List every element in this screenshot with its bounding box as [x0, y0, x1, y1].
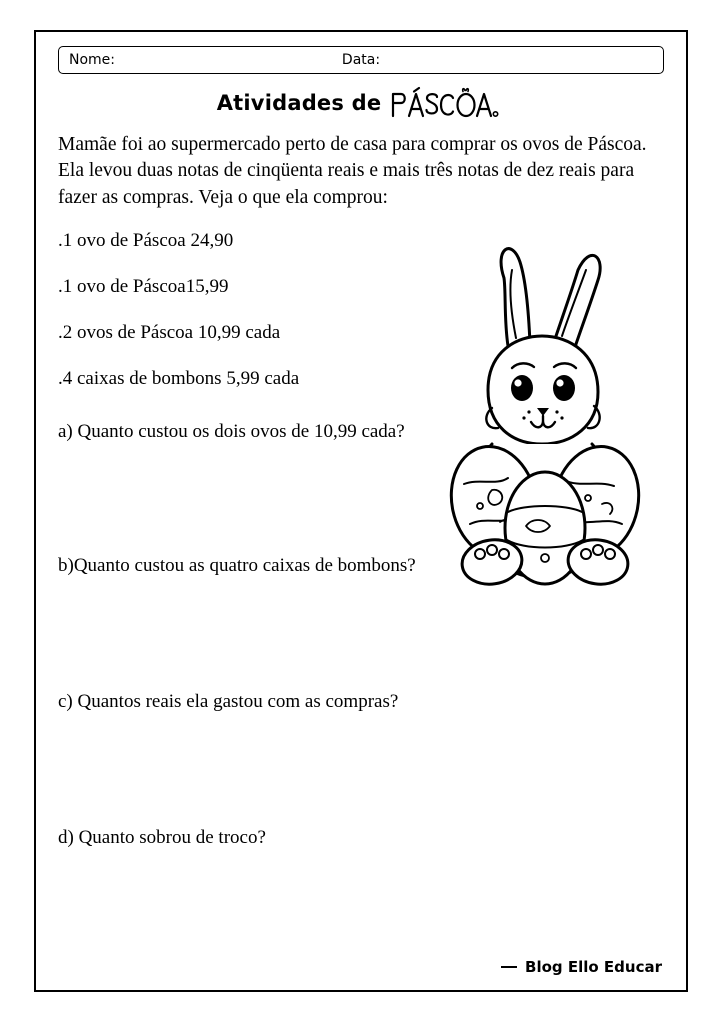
list-item: .1 ovo de Páscoa15,99 [58, 276, 229, 298]
worksheet-page [34, 30, 688, 992]
question-c: c) Quantos reais ela gastou com as compras? [58, 691, 399, 713]
title-prefix: Atividades de [216, 91, 382, 115]
list-item: .1 ovo de Páscoa 24,90 [58, 230, 234, 252]
footer-credit [501, 958, 662, 976]
title-highlight-pascoa [387, 86, 505, 120]
easter-bunny-illustration [408, 240, 668, 610]
name-date-box [58, 46, 664, 74]
footer-credit-text: Blog Ello Educar [525, 958, 662, 976]
date-label: Data: [341, 52, 381, 68]
page-title [58, 86, 664, 120]
question-d: d) Quanto sobrou de troco? [58, 827, 266, 849]
intro-paragraph: Mamãe foi ao supermercado perto de casa para comprar os ovos de Páscoa. Ela levou duas notas de cinqüenta reais e mais três notas de dez reais para fazer as compras. Veja o que ela comprou: [58, 134, 647, 208]
name-label: Nome: [69, 52, 116, 68]
question-a: a) Quanto custou os dois ovos de 10,99 cada? [58, 420, 405, 442]
list-item: .4 caixas de bombons 5,99 cada [58, 367, 300, 389]
list-item: .2 ovos de Páscoa 10,99 cada [58, 322, 281, 344]
question-b: b)Quanto custou as quatro caixas de bombons? [58, 555, 416, 577]
footer-dash-icon [501, 966, 517, 968]
